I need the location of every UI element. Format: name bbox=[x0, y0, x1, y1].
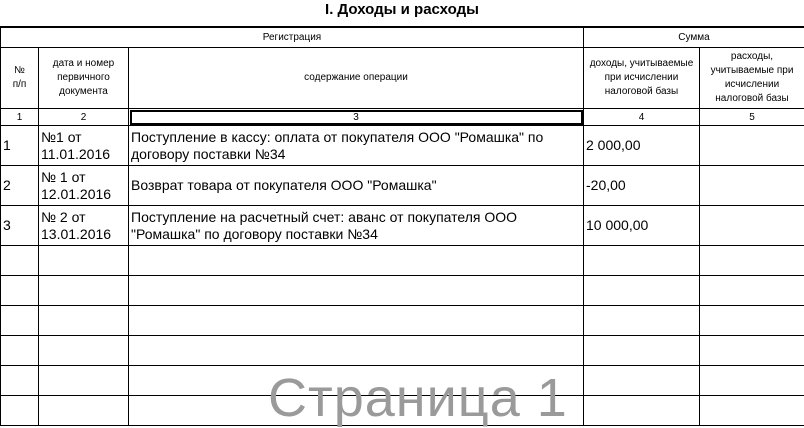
empty-cell[interactable] bbox=[39, 306, 129, 336]
row-content-cell[interactable]: Поступление на расчетный счет: аванс от покупателя ООО "Ромашка" по договору поставки №34 bbox=[129, 206, 584, 246]
empty-cell[interactable] bbox=[1, 396, 39, 426]
row-doc-cell[interactable]: № 2 от 13.01.2016 bbox=[39, 206, 129, 246]
empty-cell[interactable] bbox=[584, 366, 700, 396]
empty-cell[interactable] bbox=[39, 246, 129, 276]
empty-cell[interactable] bbox=[700, 396, 804, 426]
empty-cell[interactable] bbox=[584, 276, 700, 306]
empty-cell[interactable] bbox=[1, 366, 39, 396]
empty-cell[interactable] bbox=[700, 276, 804, 306]
header-col-num[interactable]: № п/п bbox=[1, 48, 39, 109]
header-col-expense[interactable]: расходы, учитываемые при исчислении налоговой базы bbox=[700, 48, 804, 109]
row-income-cell[interactable]: 2 000,00 bbox=[584, 126, 700, 166]
header-sum[interactable]: Сумма bbox=[584, 28, 804, 48]
header-registration[interactable]: Регистрация bbox=[1, 28, 584, 48]
table-row bbox=[1, 206, 804, 246]
empty-cell[interactable] bbox=[700, 306, 804, 336]
row-expense-cell[interactable] bbox=[700, 206, 804, 246]
col-number-cell[interactable]: 2 bbox=[39, 109, 129, 126]
empty-cell[interactable] bbox=[129, 306, 584, 336]
row-income-cell[interactable]: 10 000,00 bbox=[584, 206, 700, 246]
empty-cell[interactable] bbox=[39, 276, 129, 306]
empty-cell[interactable] bbox=[129, 246, 584, 276]
header-col-content[interactable]: содержание операции bbox=[129, 48, 584, 109]
empty-cell[interactable] bbox=[700, 336, 804, 366]
empty-cell[interactable] bbox=[1, 246, 39, 276]
header-col-date[interactable]: дата и номер первичного документа bbox=[39, 48, 129, 109]
row-expense-cell[interactable] bbox=[700, 126, 804, 166]
empty-cell[interactable] bbox=[700, 366, 804, 396]
empty-row bbox=[1, 306, 804, 336]
col-number-cell-selected[interactable]: 3 bbox=[129, 109, 584, 126]
empty-row bbox=[1, 336, 804, 366]
empty-cell[interactable] bbox=[39, 336, 129, 366]
empty-row bbox=[1, 276, 804, 306]
row-doc-cell[interactable]: №1 от 11.01.2016 bbox=[39, 126, 129, 166]
col-number-cell[interactable]: 5 bbox=[700, 109, 804, 126]
empty-cell[interactable] bbox=[584, 306, 700, 336]
row-number-cell[interactable]: 1 bbox=[1, 126, 39, 166]
empty-cell[interactable] bbox=[39, 396, 129, 426]
empty-row bbox=[1, 246, 804, 276]
empty-cell[interactable] bbox=[1, 306, 39, 336]
empty-cell[interactable] bbox=[1, 336, 39, 366]
empty-cell[interactable] bbox=[584, 246, 700, 276]
row-expense-cell[interactable] bbox=[700, 166, 804, 206]
row-income-cell[interactable]: -20,00 bbox=[584, 166, 700, 206]
empty-cell[interactable] bbox=[39, 366, 129, 396]
row-doc-cell[interactable]: № 1 от 12.01.2016 bbox=[39, 166, 129, 206]
section-title: I. Доходы и расходы bbox=[0, 0, 804, 27]
col-number-cell[interactable]: 4 bbox=[584, 109, 700, 126]
table-row bbox=[1, 126, 804, 166]
empty-cell[interactable] bbox=[700, 246, 804, 276]
empty-cell[interactable] bbox=[1, 276, 39, 306]
empty-cell[interactable] bbox=[584, 396, 700, 426]
header-col-income[interactable]: доходы, учитываемые при исчислении налоговой базы bbox=[584, 48, 700, 109]
empty-cell[interactable] bbox=[129, 336, 584, 366]
row-number-cell[interactable]: 2 bbox=[1, 166, 39, 206]
income-expense-table bbox=[0, 27, 804, 426]
table-row bbox=[1, 166, 804, 206]
empty-cell[interactable] bbox=[584, 336, 700, 366]
col-number-cell[interactable]: 1 bbox=[1, 109, 39, 126]
row-content-cell[interactable]: Возврат товара от покупателя ООО "Ромашка" bbox=[129, 166, 584, 206]
page-watermark: Страница 1 bbox=[268, 368, 568, 428]
empty-cell[interactable] bbox=[129, 276, 584, 306]
row-content-cell[interactable]: Поступление в кассу: оплата от покупателя ООО "Ромашка" по договору поставки №34 bbox=[129, 126, 584, 166]
row-number-cell[interactable]: 3 bbox=[1, 206, 39, 246]
